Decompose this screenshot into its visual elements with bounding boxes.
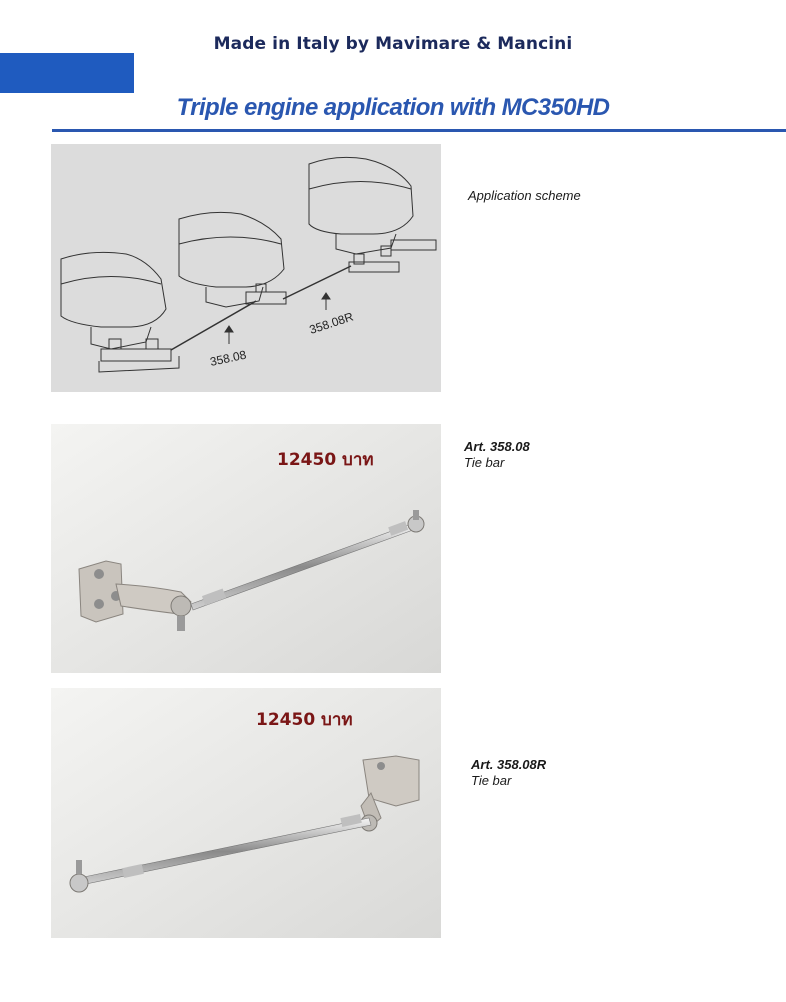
article-description: Tie bar — [471, 773, 512, 788]
price-358-08: 12450 บาท — [277, 450, 374, 470]
application-scheme-image — [51, 144, 441, 392]
page-title: Made in Italy by Mavimare & Mancini — [213, 34, 573, 54]
title-divider — [52, 129, 786, 132]
tie-bar-photo-358-08r — [51, 688, 441, 938]
product-caption-358-08r — [471, 757, 546, 789]
page-subtitle: Triple engine application with MC350HD — [176, 94, 610, 121]
price-358-08r: 12450 บาท — [256, 710, 353, 730]
tie-bar-photo-358-08 — [51, 424, 441, 673]
article-description: Tie bar — [464, 455, 505, 470]
blue-accent-bar — [0, 53, 134, 93]
scheme-label-right: 358.08R — [307, 309, 356, 337]
scheme-caption: Application scheme — [468, 188, 581, 203]
scheme-label-left: 358.08 — [208, 347, 248, 369]
article-number: Art. 358.08R — [471, 757, 547, 772]
article-number: Art. 358.08 — [464, 439, 530, 454]
product-caption-358-08 — [464, 439, 530, 471]
